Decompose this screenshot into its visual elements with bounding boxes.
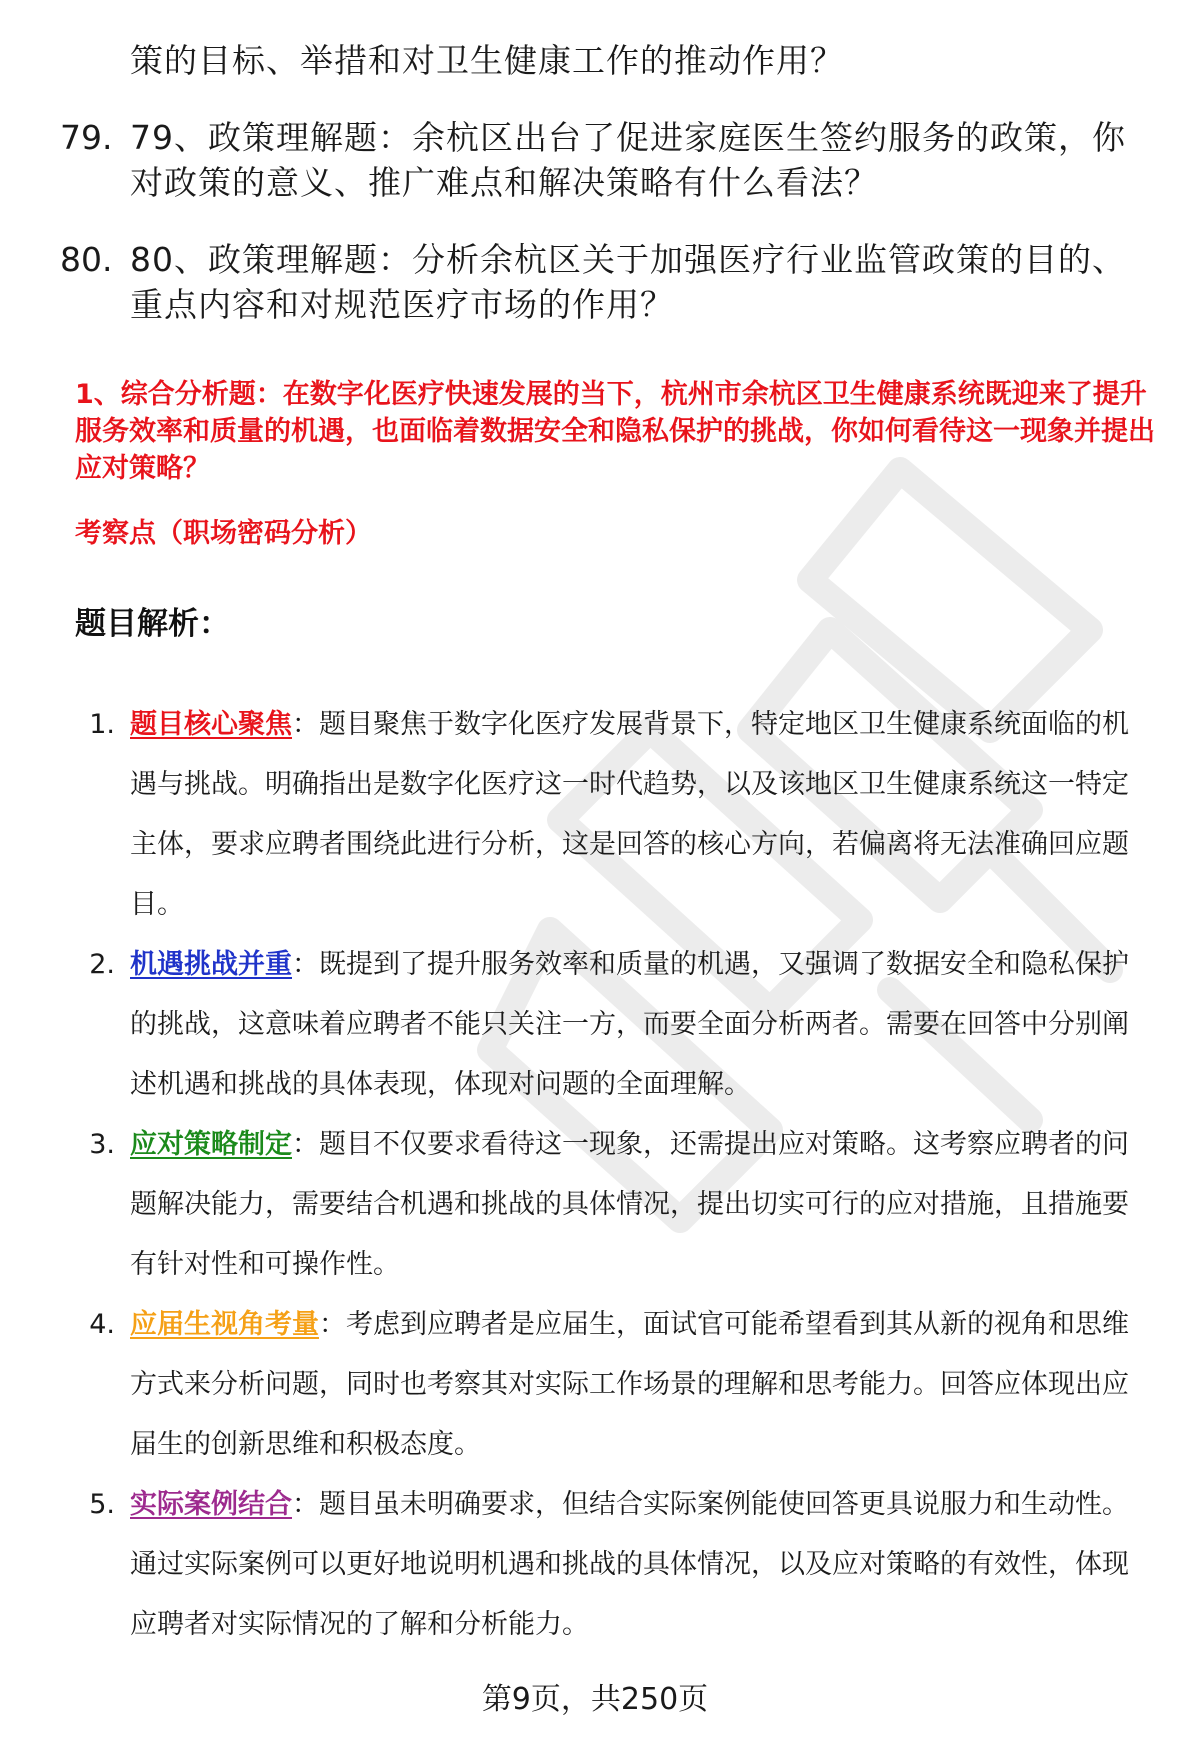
item-number: 5. [89,1489,115,1520]
section-title: 题目解析： [75,606,230,642]
item-body [130,1115,1155,1295]
list-item [75,1115,1155,1295]
item-number: 4. [89,1309,115,1340]
list-item [60,237,1140,327]
item-body [130,695,1155,935]
highlight-question: 1、综合分析题：在数字化医疗快速发展的当下，杭州市余杭区卫生健康系统既迎来了提升服务效率和质量的机遇，也面临着数据安全和隐私保护的挑战，你如何看待这一现象并提出应对策略？ [75,379,1155,484]
list-item [75,935,1155,1115]
item-body [130,935,1155,1115]
keyword-link[interactable]: 应对策略制定 [130,1129,292,1160]
question-text: 79、政策理解题：余杭区出台了促进家庭医生签约服务的政策，你对政策的意义、推广难点和解决策略有什么看法？ [130,118,1126,202]
item-number: 3. [89,1129,115,1160]
list-item [75,1295,1155,1475]
item-text: ：考虑到应聘者是应届生，面试官可能希望看到其从新的视角和思维方式来分析问题，同时也考察其对实际工作场景的理解和思考能力。回答应体现出应届生的创新思维和积极态度。 [130,1309,1129,1460]
item-text: ：既提到了提升服务效率和质量的机遇，又强调了数据安全和隐私保护的挑战，这意味着应聘者不能只关注一方，而要全面分析两者。需要在回答中分别阐述机遇和挑战的具体表现，体现对问题的全面理解。 [130,949,1129,1100]
keyword-link[interactable]: 机遇挑战并重 [130,949,292,980]
list-item [60,115,1140,205]
item-text: ：题目虽未明确要求，但结合实际案例能使回答更具说服力和生动性。通过实际案例可以更好地说明机遇和挑战的具体情况，以及应对策略的有效性，体现应聘者对实际情况的了解和分析能力。 [130,1489,1129,1640]
exam-point-heading: 考察点（职场密码分析） [75,518,372,549]
item-number: 2. [89,949,115,980]
analysis-list [75,695,1155,1655]
item-text: ：题目聚焦于数字化医疗发展背景下，特定地区卫生健康系统面临的机遇与挑战。明确指出是数字化医疗这一时代趋势，以及该地区卫生健康系统这一特定主体，要求应聘者围绕此进行分析，这是回答的核心方向，若偏离将无法准确回应题目。 [130,709,1129,920]
page-footer: 第9页，共250页 [481,1682,709,1717]
question-number: 80. [60,240,113,279]
question-number: 79. [60,118,113,157]
keyword-link[interactable]: 实际案例结合 [130,1489,292,1520]
item-body [130,1295,1155,1475]
list-item [75,1475,1155,1655]
keyword-link[interactable]: 题目核心聚焦 [130,709,292,740]
question-list [60,38,1140,327]
item-text: ：题目不仅要求看待这一现象，还需提出应对策略。这考察应聘者的问题解决能力，需要结合机遇和挑战的具体情况，提出切实可行的应对措施，且措施要有针对性和可操作性。 [130,1129,1129,1280]
question-text: 80、政策理解题：分析余杭区关于加强医疗行业监管政策的目的、重点内容和对规范医疗市场的作用？ [130,240,1126,324]
list-item [75,695,1155,935]
keyword-link[interactable]: 应届生视角考量 [130,1309,319,1340]
item-number: 1. [89,709,115,740]
question-continuation: 策的目标、举措和对卫生健康工作的推动作用？ [130,41,844,80]
item-body [130,1475,1155,1655]
